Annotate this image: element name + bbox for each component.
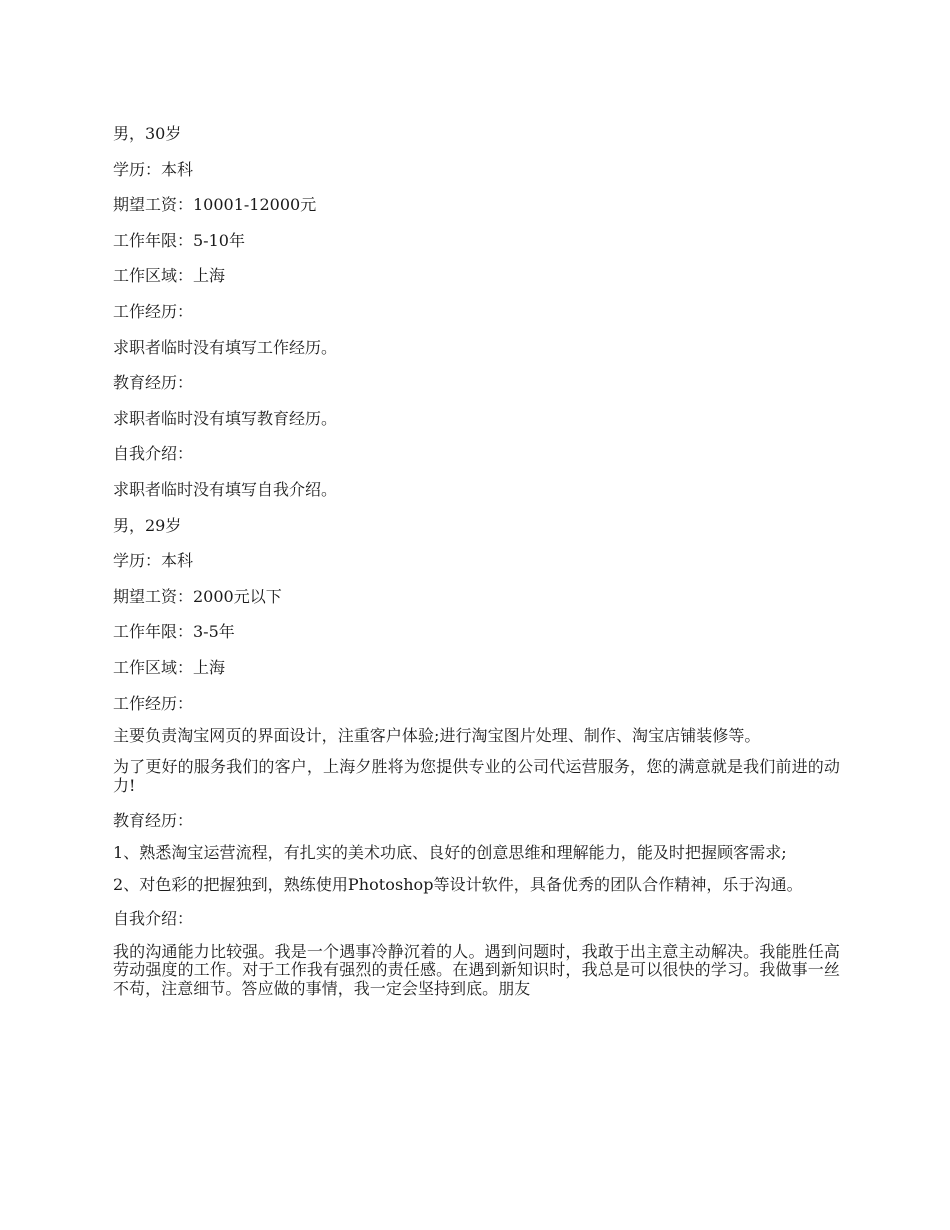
resume-entry-1	[113, 122, 840, 501]
education-paragraph: 2、对色彩的把握独到，熟练使用Photoshop等设计软件，具备优秀的团队合作精神，乐于沟通。	[113, 874, 803, 894]
resume-document	[113, 122, 840, 999]
self-intro-text: 求职者临时没有填写自我介绍。	[113, 479, 338, 499]
work-years: 工作年限：5-10年	[113, 230, 245, 250]
expected-salary: 期望工资：2000元以下	[113, 586, 282, 606]
work-experience-heading: 工作经历：	[113, 301, 194, 321]
work-area: 工作区域：上海	[113, 657, 226, 677]
gender-age: 男，29岁	[113, 515, 182, 535]
work-experience-paragraph: 为了更好的服务我们的客户，上海夕胜将为您提供专业的公司代运营服务，您的满意就是我们前进的动力!	[113, 757, 840, 796]
education-heading: 教育经历：	[113, 810, 194, 830]
gender-age: 男，30岁	[113, 124, 182, 143]
work-experience-heading: 工作经历：	[113, 693, 194, 713]
work-years: 工作年限：3-5年	[113, 622, 235, 642]
education-level: 学历：本科	[113, 551, 194, 571]
self-intro-paragraph: 我的沟通能力比较强。我是一个遇事冷静沉着的人。遇到问题时，我敢于出主意主动解决。我能胜任高劳动强度的工作。对于工作我有强烈的责任感。在遇到新知识时，我总是可以很快的学习。我做事一丝不苟，注意细节。答应做的事情，我一定会坚持到底。朋友	[113, 941, 840, 999]
expected-salary: 期望工资：10001-12000元	[113, 195, 317, 215]
education-heading: 教育经历：	[113, 373, 194, 393]
resume-entry-2	[113, 514, 840, 1000]
education-text: 求职者临时没有填写教育经历。	[113, 408, 338, 428]
education-level: 学历：本科	[113, 159, 194, 179]
work-area: 工作区域：上海	[113, 266, 226, 286]
self-intro-heading: 自我介绍：	[113, 909, 194, 929]
work-experience-paragraph: 主要负责淘宝网页的界面设计，注重客户体验;进行淘宝图片处理、制作、淘宝店铺装修等。	[113, 726, 761, 746]
work-experience-text: 求职者临时没有填写工作经历。	[113, 337, 338, 357]
education-paragraph: 1、熟悉淘宝运营流程，有扎实的美术功底、良好的创意思维和理解能力，能及时把握顾客需求;	[113, 843, 787, 863]
self-intro-heading: 自我介绍：	[113, 444, 194, 464]
